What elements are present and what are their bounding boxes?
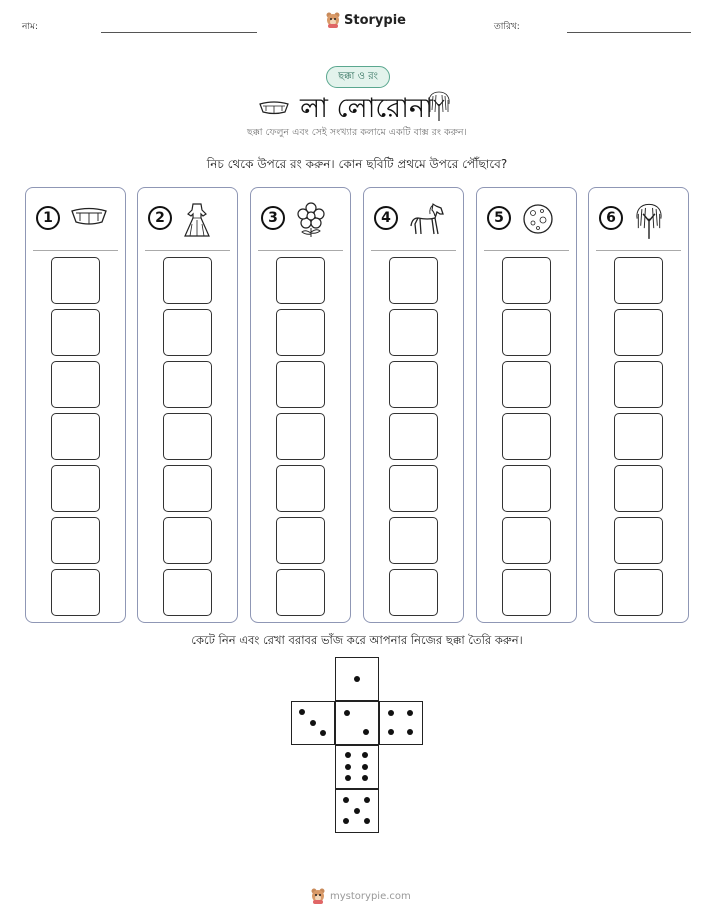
die-pip (362, 775, 368, 781)
die-pip (343, 818, 349, 824)
die-pip (388, 729, 394, 735)
die-pip (364, 818, 370, 824)
dress-icon (182, 202, 212, 242)
color-box[interactable] (51, 361, 100, 408)
column-header (148, 202, 228, 236)
instruction: নিচ থেকে উপরে রং করুন। কোন ছবিটি প্রথমে উপরে পৌঁছাবে? (206, 157, 508, 171)
color-box[interactable] (502, 465, 551, 512)
color-box[interactable] (163, 413, 212, 460)
column-header (487, 202, 567, 236)
color-box[interactable] (163, 309, 212, 356)
die-pip (407, 729, 413, 735)
bear-icon (310, 888, 326, 904)
color-box[interactable] (502, 413, 551, 460)
horse-icon (408, 202, 446, 240)
color-box[interactable] (389, 413, 438, 460)
title-row (0, 88, 714, 124)
column-header (261, 202, 341, 236)
color-box[interactable] (51, 465, 100, 512)
die-pip (362, 764, 368, 770)
color-box[interactable] (276, 413, 325, 460)
name-label: নাম: (22, 22, 39, 32)
die-pip (363, 729, 369, 735)
cut-instruction: কেটে নিন এবং রেখা বরাবর ভাঁজ করে আপনার নিজের ছক্কা তৈরি করুন। (191, 633, 523, 647)
die-pip (407, 710, 413, 716)
column-6 (588, 187, 689, 623)
die-pip (299, 709, 305, 715)
die-face-2 (335, 701, 379, 745)
name-line[interactable] (101, 32, 257, 33)
column-divider (258, 250, 343, 251)
color-box[interactable] (276, 309, 325, 356)
color-box[interactable] (389, 309, 438, 356)
color-box[interactable] (276, 517, 325, 564)
color-box[interactable] (389, 465, 438, 512)
color-box[interactable] (389, 517, 438, 564)
column-number: 5 (487, 206, 511, 230)
die-pip (354, 808, 360, 814)
color-box[interactable] (614, 517, 663, 564)
date-label: তারিখ: (494, 22, 520, 32)
column-divider (484, 250, 569, 251)
color-box[interactable] (502, 569, 551, 616)
color-box[interactable] (502, 309, 551, 356)
color-box[interactable] (51, 413, 100, 460)
boat-icon (70, 202, 108, 232)
die-pip (364, 797, 370, 803)
boat-icon (258, 98, 290, 116)
die-pip (345, 764, 351, 770)
color-box[interactable] (389, 569, 438, 616)
column-5 (476, 187, 577, 623)
die-pip (345, 775, 351, 781)
color-box[interactable] (276, 569, 325, 616)
column-header (599, 202, 679, 236)
die-pip (354, 676, 360, 682)
die-pip (345, 752, 351, 758)
die-pip (343, 797, 349, 803)
color-box[interactable] (276, 257, 325, 304)
color-box[interactable] (614, 309, 663, 356)
die-pip (344, 710, 350, 716)
activity-tag: ছক্কা ও রং (326, 66, 390, 88)
die-face-3 (291, 701, 335, 745)
column-number: 3 (261, 206, 285, 230)
page-title: লা লোরোনা (300, 93, 433, 124)
date-line[interactable] (567, 32, 691, 33)
color-box[interactable] (276, 361, 325, 408)
color-box[interactable] (51, 257, 100, 304)
column-number: 1 (36, 206, 60, 230)
column-header (36, 202, 116, 236)
color-box[interactable] (163, 517, 212, 564)
color-box[interactable] (502, 517, 551, 564)
moon-icon (521, 202, 555, 240)
die-pip (310, 720, 316, 726)
footer-url[interactable]: mystorypie.com (330, 890, 411, 902)
die-face-4 (379, 701, 423, 745)
color-box[interactable] (389, 257, 438, 304)
die-face-1 (335, 657, 379, 701)
brand-name: Storypie (344, 12, 406, 28)
color-box[interactable] (276, 465, 325, 512)
column-header (374, 202, 454, 236)
die-face-6 (335, 745, 379, 789)
die-pip (362, 752, 368, 758)
column-divider (33, 250, 118, 251)
bear-icon (326, 12, 340, 28)
willow-tree-icon (426, 90, 452, 122)
color-box[interactable] (51, 309, 100, 356)
color-box[interactable] (51, 569, 100, 616)
brand-logo (326, 12, 406, 28)
color-box[interactable] (614, 413, 663, 460)
color-box[interactable] (502, 257, 551, 304)
willow-tree-icon (633, 202, 665, 244)
color-box[interactable] (614, 361, 663, 408)
color-box[interactable] (614, 569, 663, 616)
column-number: 4 (374, 206, 398, 230)
color-box[interactable] (163, 361, 212, 408)
column-4 (363, 187, 464, 623)
column-number: 2 (148, 206, 172, 230)
color-box[interactable] (163, 569, 212, 616)
footer (310, 888, 411, 904)
color-box[interactable] (389, 361, 438, 408)
column-number: 6 (599, 206, 623, 230)
column-divider (145, 250, 230, 251)
flower-icon (295, 202, 327, 242)
color-box[interactable] (163, 465, 212, 512)
subtitle: ছক্কা ফেলুন এবং সেই সংখ্যার কলামে একটি বাক্স রং করুন। (247, 127, 467, 138)
column-divider (596, 250, 681, 251)
color-box[interactable] (502, 361, 551, 408)
color-box[interactable] (163, 257, 212, 304)
column-divider (371, 250, 456, 251)
color-box[interactable] (614, 257, 663, 304)
die-pip (388, 710, 394, 716)
column-1 (25, 187, 126, 623)
column-2 (137, 187, 238, 623)
die-pip (320, 730, 326, 736)
color-box[interactable] (614, 465, 663, 512)
column-3 (250, 187, 351, 623)
color-box[interactable] (51, 517, 100, 564)
die-face-5 (335, 789, 379, 833)
